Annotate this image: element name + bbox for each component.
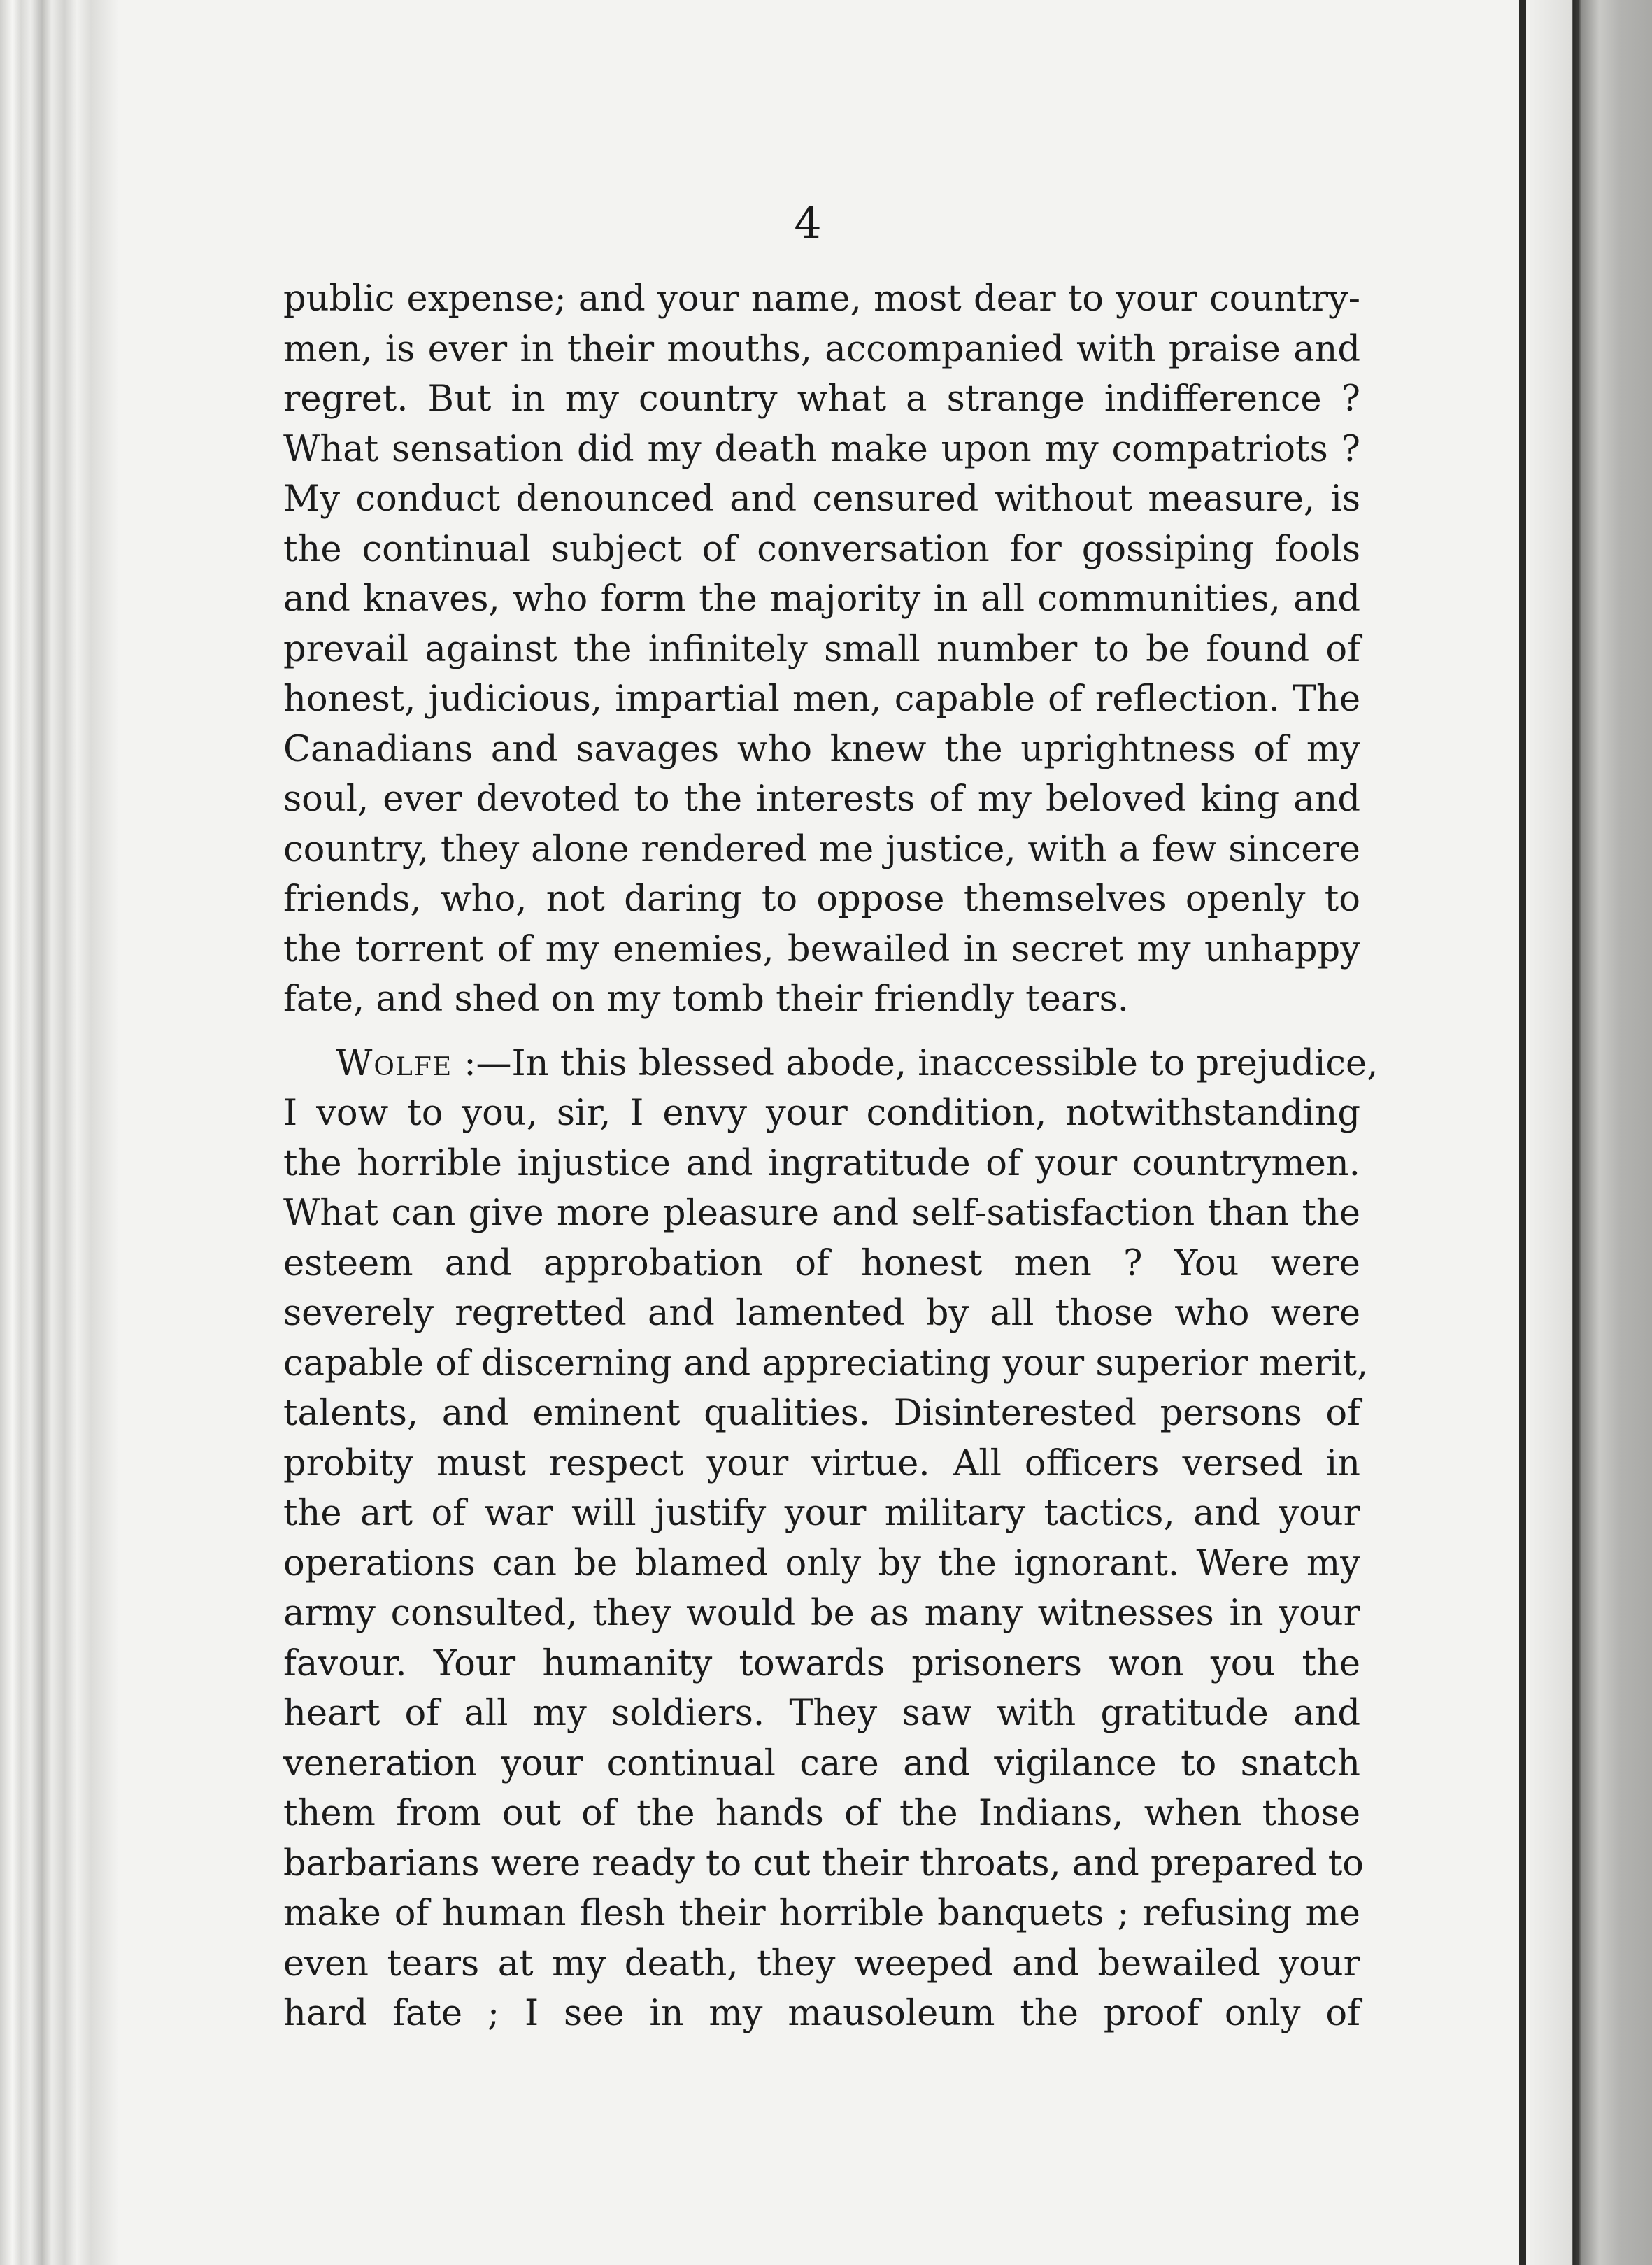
page-body-text (283, 274, 1379, 2039)
text-line: What sensation did my death make upon my compatriots ? (283, 428, 1360, 470)
text-line: even tears at my death, they weeped and bewailed your (283, 1943, 1360, 1984)
text-line: army consulted, they would be as many witnesses in your (283, 1593, 1360, 1634)
paragraph-wolfe (283, 1039, 1379, 2039)
speaker-name: Wolfe (336, 1042, 453, 1084)
text-line: veneration your continual care and vigilance to snatch (283, 1742, 1360, 1784)
page-number: 4 (794, 197, 822, 248)
text-line: operations can be blamed only by the ignorant. Were my (283, 1542, 1360, 1584)
text-line: country, they alone rendered me justice, with a few sincere (283, 828, 1360, 870)
speech-opening: :—In this blessed abode, inaccessible to prejudice, (464, 1042, 1379, 1084)
text-line: probity must respect your virtue. All officers versed in (283, 1442, 1360, 1484)
text-line: severely regretted and lamented by all those who were (283, 1293, 1360, 1334)
text-line: friends, who, not daring to oppose themselves openly to (283, 879, 1360, 920)
text-line: them from out of the hands of the Indians, when those (283, 1793, 1360, 1834)
text-line: My conduct denounced and censured without measure, is (283, 478, 1360, 520)
text-line: and knaves, who form the majority in all communities, and (283, 578, 1360, 620)
text-line: honest, judicious, impartial men, capable of reflection. The (283, 679, 1360, 720)
text-line: the continual subject of conversation for gossiping fools (283, 528, 1360, 570)
book-binding-shadow-right (1530, 0, 1652, 2265)
text-line: favour. Your humanity towards prisoners won you the (283, 1642, 1360, 1684)
text-line: the art of war will justify your military tactics, and your (283, 1493, 1360, 1534)
text-line: I vow to you, sir, I envy your condition, notwithstanding (283, 1093, 1360, 1134)
text-line: the horrible injustice and ingratitude of your countrymen. (283, 1142, 1360, 1184)
text-line: Canadians and savages who knew the uprightness of my (283, 728, 1360, 770)
text-line: public expense; and your name, most dear to your country- (283, 278, 1360, 320)
text-line: men, is ever in their mouths, accompanied with praise and (283, 328, 1360, 370)
book-page-edges-left (0, 0, 119, 2265)
paragraph-montcalm (283, 274, 1360, 1025)
text-line: soul, ever devoted to the interests of my beloved king and (283, 779, 1360, 820)
text-line: hard fate ; I see in my mausoleum the proof only of (283, 1993, 1360, 2034)
text-line: the torrent of my enemies, bewailed in secret my unhappy (283, 928, 1360, 970)
text-line: fate, and shed on my tomb their friendly tears. (283, 979, 1129, 1020)
text-line: prevail against the infinitely small number to be found of (283, 628, 1360, 670)
text-line (283, 1039, 1379, 1089)
text-line: talents, and eminent qualities. Disinterested persons of (283, 1393, 1360, 1434)
text-line: capable of discerning and appreciating your superior merit, (283, 1342, 1369, 1384)
text-line: heart of all my soldiers. They saw with gratitude and (283, 1693, 1360, 1734)
text-line: regret. But in my country what a strange indifference ? (283, 378, 1360, 420)
text-line: barbarians were ready to cut their throats, and prepared to (283, 1842, 1364, 1884)
text-line: make of human flesh their horrible banquets ; refusing me (283, 1893, 1360, 1934)
text-line: What can give more pleasure and self-satisfaction than the (283, 1193, 1360, 1234)
binding-gutter-line (1519, 0, 1526, 2265)
text-line: esteem and approbation of honest men ? You were (283, 1242, 1360, 1284)
